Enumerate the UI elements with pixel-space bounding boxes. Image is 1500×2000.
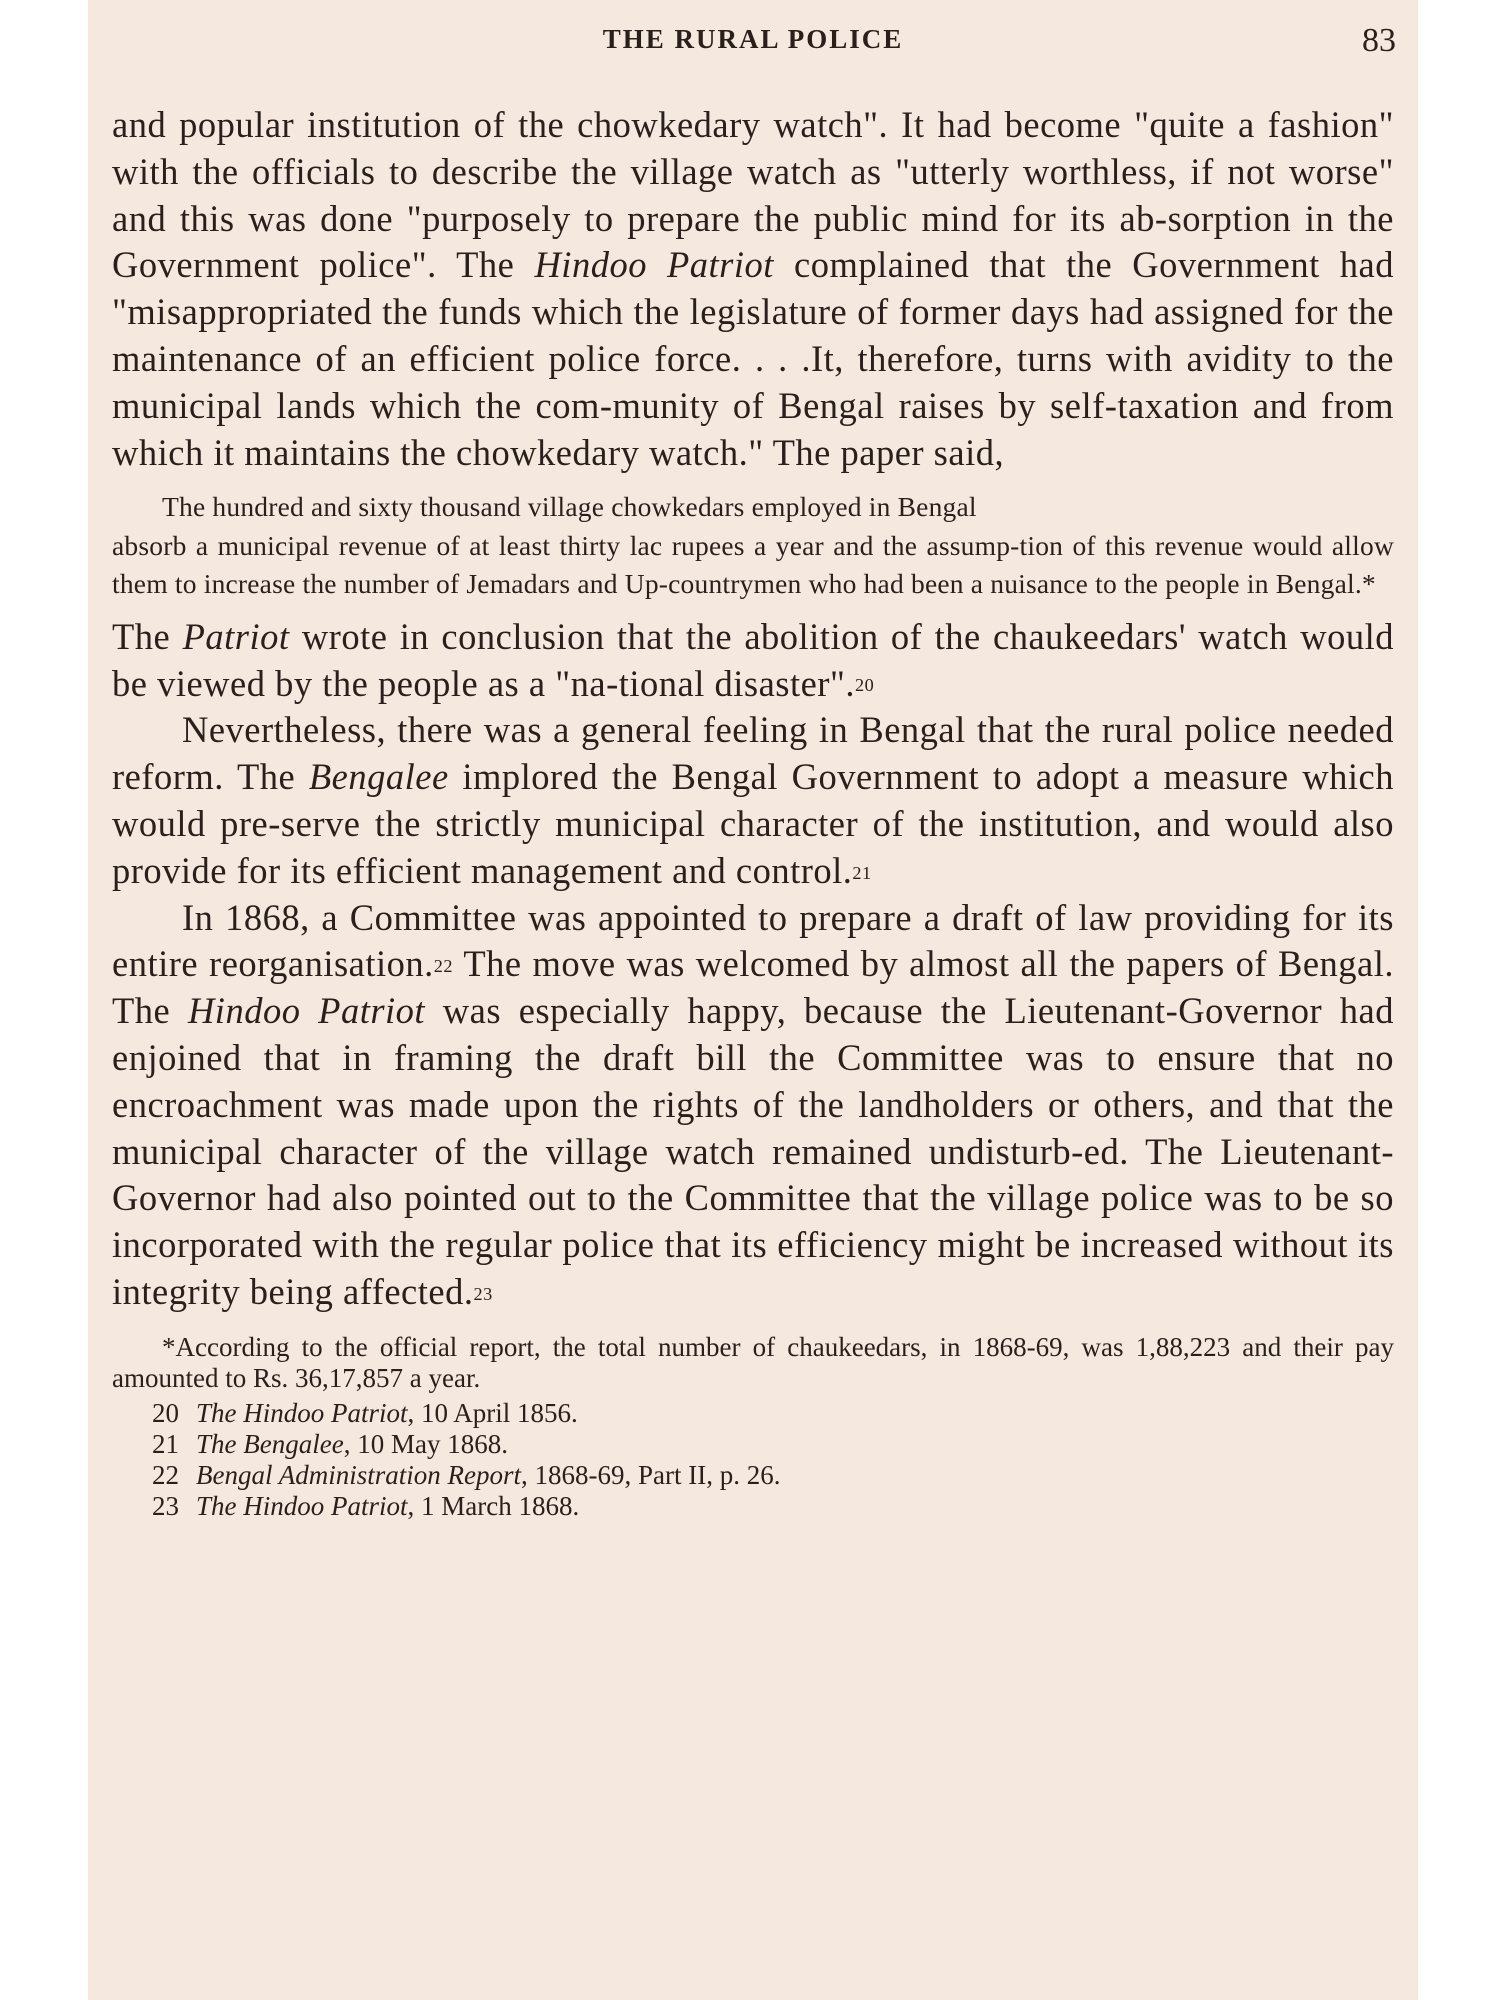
- running-head: THE RURAL POLICE: [602, 24, 904, 54]
- footnote-item: [112, 1460, 1394, 1491]
- p3-text-a: Nevertheless, there was a general feeling in Bengal that the rural police needed reform. The: [112, 709, 1394, 798]
- p1-italic-title: Hindoo Patriot: [534, 244, 774, 286]
- footnote-number: 23: [152, 1490, 179, 1521]
- book-page: [88, 0, 1418, 2000]
- footnote-list: [112, 1398, 1394, 1522]
- paragraph-4: [112, 895, 1394, 1316]
- block-quote: [112, 488, 1394, 604]
- footnote-item: [112, 1429, 1394, 1460]
- footnote-item: [112, 1398, 1394, 1429]
- paragraph-3: [112, 707, 1394, 894]
- footnote-ref-23: 23: [473, 1283, 493, 1304]
- body-text-continued: [112, 614, 1394, 1316]
- page-number: 83: [1362, 22, 1396, 59]
- footnote-title: Bengal Administration Report: [196, 1459, 521, 1490]
- p2-italic-title: Patriot: [182, 615, 290, 657]
- quote-rest: absorb a municipal revenue of at least thirty lac rupees a year and the assump-tion of this revenue would allow them to increase the number of Jemadars and Up-countrymen who had been a nuisance to the people in Bengal.*: [112, 529, 1394, 600]
- footnote-star: *According to the official report, the total number of chaukeedars, in 1868-69, was 1,88,223 and their pay amounted to Rs. 36,17,857 a year.: [112, 1331, 1394, 1393]
- footnote-title: The Hindoo Patriot: [196, 1490, 408, 1521]
- p2-text-a: The: [112, 615, 183, 657]
- footnote-item: [112, 1491, 1394, 1522]
- footnote-detail: , 1 March 1868.: [407, 1490, 580, 1521]
- footnote-number: 21: [152, 1428, 179, 1459]
- p1-text-a: and popular institution of the chowkedary watch". It had become "quite a fashion" with the officials to describe the village watch as "utterly worthless, if not worse" and this was done "purposely to prepare the public mind for its ab-sorption in the Government police". The: [112, 104, 1394, 286]
- footnote-number: 20: [152, 1397, 179, 1428]
- p3-text-b: implored the Bengal Government to adopt a measure which would pre-serve the strictly municipal character of the institution, and would also provide for its efficient management and control.: [112, 756, 1394, 891]
- p4-text-a: In 1868, a Committee was appointed to prepare a draft of law providing for its entire reorganisation.: [112, 896, 1394, 985]
- footnote-detail: , 10 May 1868.: [343, 1428, 508, 1459]
- p2-text-b: wrote in conclusion that the abolition of the chaukeedars' watch would be viewed by the people as a "na-tional disaster".: [112, 615, 1394, 704]
- page-header: [88, 22, 1418, 62]
- body-text: [112, 102, 1394, 476]
- page-text: [112, 102, 1394, 1522]
- p4-text-c: was especially happy, because the Lieutenant-Governor had enjoined that in framing the draft bill the Committee was to ensure that no encroachment was made upon the rights of the landholders or others, and that the municipal character of the village watch remained undisturb-ed. The Lieutenant-Governor had also pointed out to the Committee that the village police was to be so incorporated with the regular police that its efficiency might be increased without its integrity being affected.: [112, 990, 1394, 1313]
- quote-line-1: The hundred and sixty thousand village chowkedars employed in Bengal: [162, 491, 977, 523]
- footnote-ref-21: 21: [852, 862, 872, 883]
- p3-italic-title: Bengalee: [308, 756, 449, 798]
- paragraph-2: [112, 614, 1394, 708]
- paragraph-1: [112, 102, 1394, 476]
- footnote-title: The Bengalee: [196, 1428, 344, 1459]
- footnote-title: The Hindoo Patriot: [196, 1397, 408, 1428]
- footnote-number: 22: [152, 1459, 179, 1490]
- p1-text-b: complained that the Government had "misappropriated the funds which the legislature of former days had assigned for the maintenance of an efficient police force. . . .It, therefore, turns with avidity to the municipal lands which the com-munity of Bengal raises by self-taxation and from which it maintains the chowkedary watch." The paper said,: [112, 244, 1394, 473]
- footnote-detail: , 1868-69, Part II, p. 26.: [521, 1459, 781, 1490]
- footnote-detail: , 10 April 1856.: [407, 1397, 578, 1428]
- p4-italic-title: Hindoo Patriot: [187, 990, 426, 1032]
- footnote-ref-22: 22: [433, 956, 454, 977]
- p4-text-b: The move was welcomed by almost all the papers of Bengal. The: [112, 943, 1394, 1032]
- footnotes: [112, 1332, 1394, 1522]
- footnote-ref-20: 20: [855, 675, 875, 696]
